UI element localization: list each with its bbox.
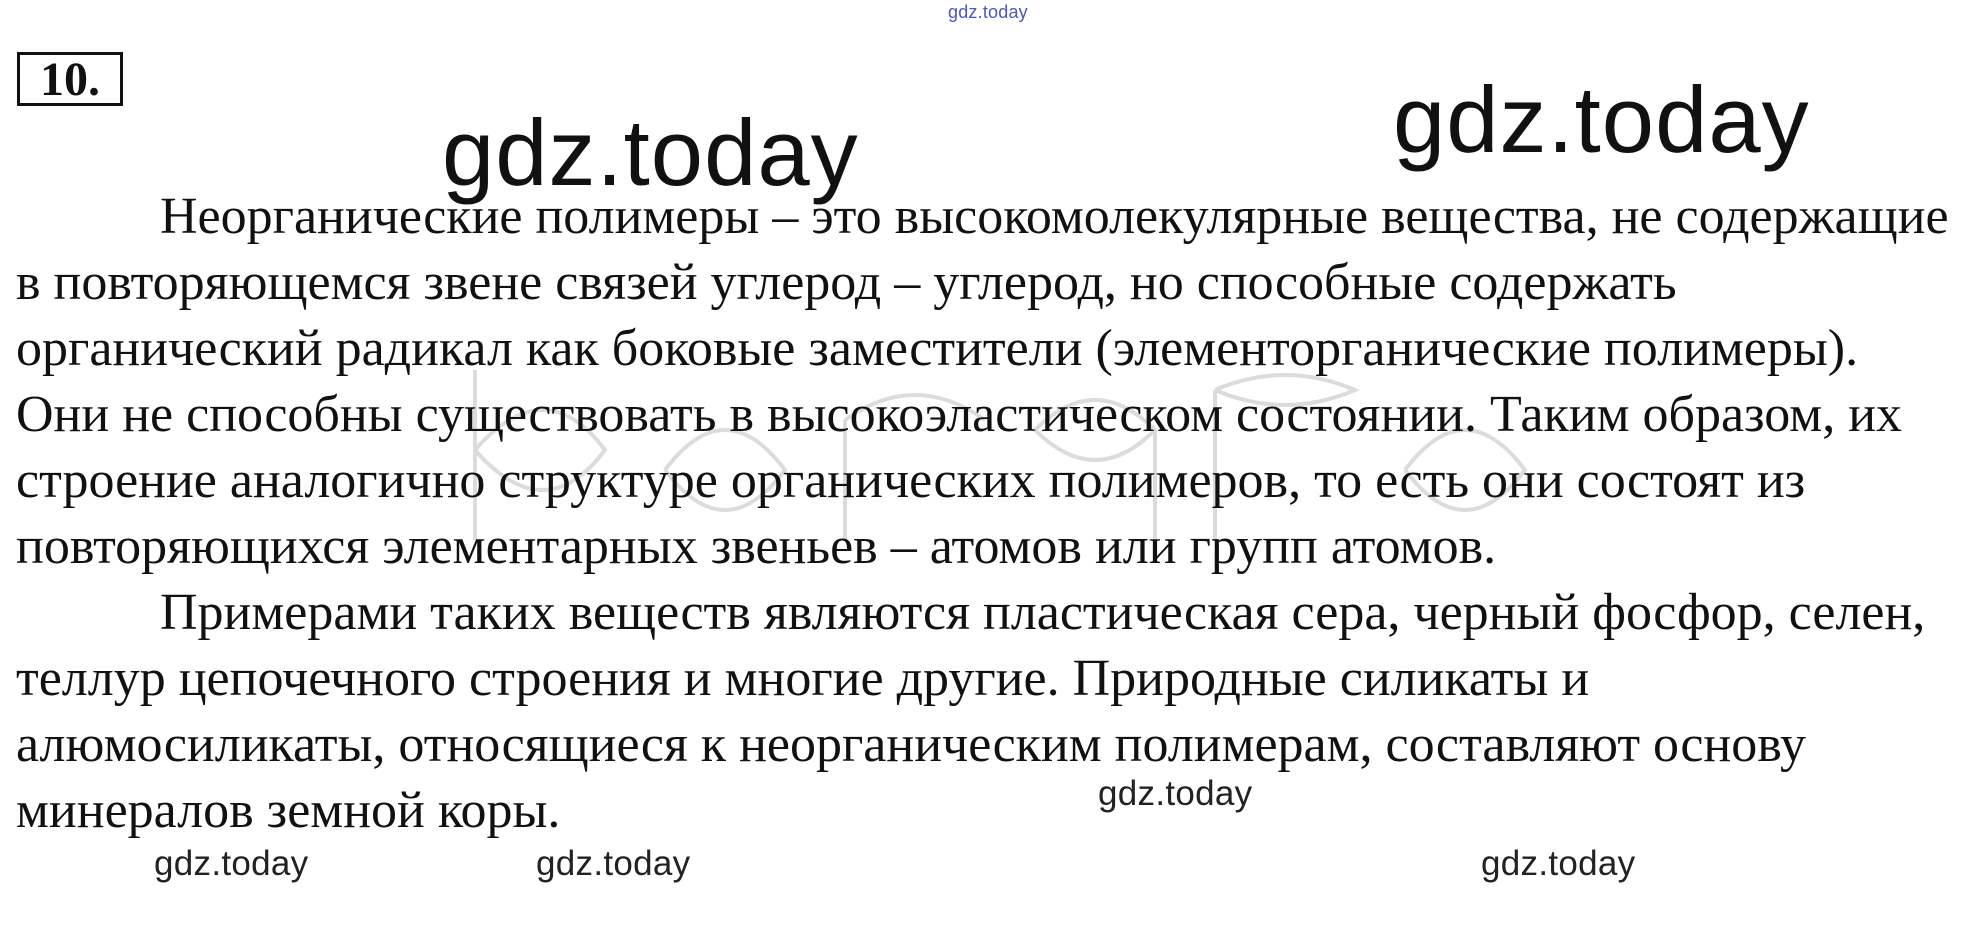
paragraph-definition: Неорганические полимеры – это высокомолекулярные вещества, не содержащие в повторяющемся звене связей углерод – углерод, но способные содержать органический радикал как боковые заместители (элементорганические полимеры). Они не способны существовать в высокоэластическом состоянии. Таким образом, их строение аналогично структуре органических полимеров, то есть они состоят из повторяющихся элементарных звеньев – атомов или групп атомов. [16, 188, 1949, 575]
watermark-small-left: gdz.today [154, 844, 309, 883]
watermark-small-mid: gdz.today [536, 844, 691, 883]
watermark-large-left: gdz.today [442, 100, 859, 205]
paragraph-examples: Примерами таких веществ являются пластическая сера, черный фосфор, селен, теллур цепочечного строения и многие другие. Природные силикаты и алюмосиликаты, относящиеся к неорганическим полимерам, составляют основу минералов земной коры. [16, 584, 1926, 839]
top-watermark: gdz.today [948, 2, 1028, 22]
watermark-large-right: gdz.today [1393, 67, 1810, 172]
watermark-small-right: gdz.today [1481, 844, 1636, 883]
watermark-small-center: gdz.today [1098, 774, 1253, 813]
document-body [16, 184, 1956, 844]
task-number-badge: 10. [17, 52, 123, 106]
